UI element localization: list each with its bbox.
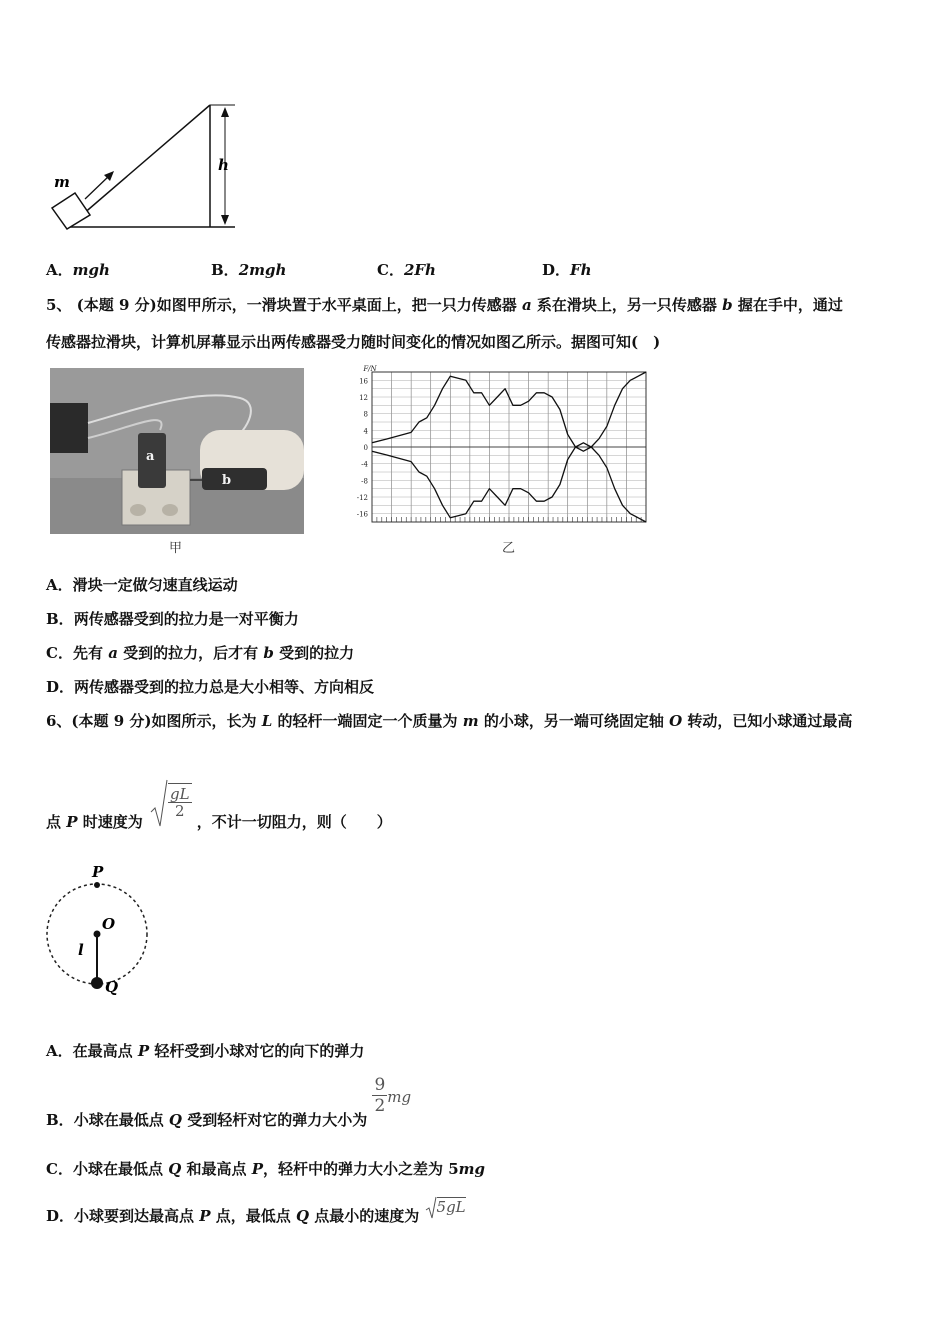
y-tick-label: 4 bbox=[363, 427, 368, 436]
fraction-numerator: gL bbox=[169, 785, 190, 803]
symbol-b: b bbox=[263, 644, 274, 662]
y-tick-label: 0 bbox=[363, 444, 368, 452]
q6-stem-line2 bbox=[46, 778, 392, 830]
q6-option-d bbox=[46, 1195, 466, 1229]
option-letter: B． bbox=[211, 261, 239, 279]
option-text: 小球要到达最高点 bbox=[74, 1207, 200, 1225]
height-arrowhead-down bbox=[221, 215, 229, 225]
stem-text: 转动，已知小球通过最高 bbox=[682, 712, 853, 730]
sqrt-fraction bbox=[168, 783, 192, 819]
symbol-m: m bbox=[462, 712, 479, 730]
option-letter: B． bbox=[46, 1110, 74, 1129]
option-text: 先有 bbox=[72, 644, 109, 662]
y-tick-label: -8 bbox=[361, 477, 368, 486]
height-arrowhead-up bbox=[221, 107, 229, 117]
sqrt-sign bbox=[150, 778, 168, 828]
stem-text: 系在滑块上，另一只传感器 bbox=[531, 296, 723, 314]
sqrt-sign bbox=[425, 1195, 437, 1219]
fraction-denominator: 2 bbox=[374, 1096, 386, 1116]
circle-figure bbox=[40, 855, 160, 1005]
sqrt-5gL bbox=[425, 1195, 466, 1219]
symbol-a: a bbox=[108, 644, 118, 662]
option-letter: A． bbox=[46, 576, 73, 594]
option-text: mgh bbox=[72, 261, 110, 279]
q5-stem-line1 bbox=[46, 295, 843, 315]
y-tick-label: 12 bbox=[359, 394, 368, 402]
symbol-P: P bbox=[137, 1042, 150, 1060]
incline-figure bbox=[40, 95, 250, 235]
stem-text: 的小球，另一端可绕固定轴 bbox=[478, 712, 670, 730]
option-letter: D． bbox=[542, 261, 571, 279]
fraction-numerator: 9 bbox=[374, 1075, 386, 1095]
y-tick-label: -4 bbox=[361, 460, 368, 469]
q4-option-b bbox=[211, 260, 286, 280]
q4-option-a bbox=[46, 260, 110, 280]
q5-option-b bbox=[46, 609, 299, 629]
q5-option-d bbox=[46, 677, 374, 697]
block bbox=[52, 193, 90, 229]
option-text: 2Fh bbox=[403, 261, 436, 279]
symbol-O: O bbox=[669, 712, 683, 730]
symbol-P: P bbox=[66, 813, 78, 831]
symbol-a: a bbox=[521, 296, 532, 314]
y-tick-label: 16 bbox=[359, 377, 368, 386]
symbol-mg: mg bbox=[387, 1087, 412, 1106]
option-letter: D． bbox=[46, 1207, 75, 1225]
label-l: l bbox=[78, 941, 84, 959]
option-text: 受到的拉力 bbox=[273, 644, 355, 662]
option-letter: D． bbox=[46, 678, 75, 696]
stem-text: 握在手中，通过 bbox=[732, 296, 843, 314]
sensor-b bbox=[202, 468, 267, 490]
option-text: 2mgh bbox=[238, 261, 287, 279]
option-letter: B． bbox=[46, 610, 74, 628]
y-tick-label: 8 bbox=[363, 410, 368, 419]
stem-text: 6、(本题 9 分)如图所示，长为 bbox=[46, 712, 262, 730]
option-text: 两传感器受到的拉力总是大小相等、方向相反 bbox=[74, 678, 375, 696]
option-text: 小球在最低点 bbox=[73, 1110, 169, 1129]
q6-option-c bbox=[46, 1159, 485, 1179]
force-arrow bbox=[85, 175, 110, 199]
option-text: 受到的拉力，后才有 bbox=[117, 644, 264, 662]
option-text: 点最小的速度为 bbox=[309, 1207, 420, 1225]
symbol-P: P bbox=[251, 1160, 263, 1178]
sensor-a-label: a bbox=[146, 449, 155, 464]
q4-option-d bbox=[542, 260, 592, 280]
sensor-photo bbox=[50, 368, 304, 534]
stem-text: 的轻杆一端固定一个质量为 bbox=[272, 712, 463, 730]
symbol-Q: Q bbox=[295, 1207, 310, 1225]
option-text: 点，最低点 bbox=[210, 1207, 296, 1225]
symbol-Q: Q bbox=[168, 1160, 182, 1178]
chart-caption: 乙 bbox=[502, 541, 516, 556]
option-letter: C． bbox=[46, 644, 73, 662]
symbol-L: L bbox=[261, 712, 273, 730]
option-letter: C． bbox=[46, 1160, 73, 1178]
q5-option-c bbox=[46, 643, 354, 663]
label-O: O bbox=[102, 915, 116, 933]
fraction-9-2 bbox=[372, 1075, 387, 1116]
option-letter: A． bbox=[46, 1042, 73, 1060]
label-Q: Q bbox=[105, 978, 119, 996]
label-m: m bbox=[54, 173, 70, 191]
stem-text: 点 bbox=[46, 813, 67, 831]
symbol-mg: mg bbox=[458, 1160, 486, 1178]
option-text: 在最高点 bbox=[72, 1042, 138, 1060]
label-P: P bbox=[92, 863, 104, 881]
q5-option-a bbox=[46, 575, 238, 595]
q6-stem-line1 bbox=[46, 711, 852, 731]
symbol-Q: Q bbox=[168, 1110, 182, 1129]
sensor-b-label: b bbox=[222, 473, 232, 488]
force-time-chart bbox=[350, 364, 652, 534]
symbol-b: b bbox=[722, 296, 733, 314]
sqrt-expression bbox=[150, 778, 192, 828]
slider-hole bbox=[162, 504, 178, 516]
stem-text: 时速度为 bbox=[77, 813, 143, 831]
incline-slope bbox=[68, 105, 210, 227]
option-text: 和最高点 bbox=[181, 1160, 252, 1178]
option-letter: A． bbox=[46, 261, 73, 279]
option-text: Fh bbox=[570, 261, 592, 279]
symbol-P: P bbox=[199, 1207, 211, 1225]
option-letter: C． bbox=[377, 261, 404, 279]
option-text: ，轻杆中的弹力大小之差为 5 bbox=[263, 1160, 459, 1178]
q6-option-b bbox=[46, 1075, 412, 1129]
option-text: 两传感器受到的拉力是一对平衡力 bbox=[73, 610, 299, 628]
option-text: 受到轻杆对它的弹力大小为 bbox=[182, 1110, 368, 1129]
ball-Q bbox=[91, 977, 103, 989]
photo-caption: 甲 bbox=[169, 541, 183, 556]
y-tick-label: -12 bbox=[356, 494, 368, 502]
option-text: 小球在最低点 bbox=[72, 1160, 169, 1178]
q6-option-a bbox=[46, 1041, 364, 1061]
q5-stem-line2: 传感器拉滑块，计算机屏幕显示出两传感器受力随时间变化的情况如图乙所示。据图可知( ) bbox=[46, 333, 661, 351]
stem-text: 5、 (本题 9 分)如图甲所示，一滑块置于水平桌面上，把一只力传感器 bbox=[46, 296, 522, 314]
fraction-denominator: 2 bbox=[175, 802, 185, 820]
computer-box bbox=[50, 403, 88, 453]
slider-hole bbox=[130, 504, 146, 516]
option-text: 滑块一定做匀速直线运动 bbox=[72, 576, 238, 594]
stem-text: ，不计一切阻力，则（ ） bbox=[196, 813, 392, 831]
q4-option-c bbox=[377, 260, 436, 280]
y-axis-label: F/N bbox=[363, 365, 377, 373]
y-tick-label: -16 bbox=[356, 510, 368, 519]
label-h: h bbox=[218, 156, 229, 174]
sqrt-radicand: 5gL bbox=[436, 1198, 466, 1216]
point-P bbox=[94, 882, 100, 888]
option-text: 轻杆受到小球对它的向下的弹力 bbox=[149, 1042, 365, 1060]
